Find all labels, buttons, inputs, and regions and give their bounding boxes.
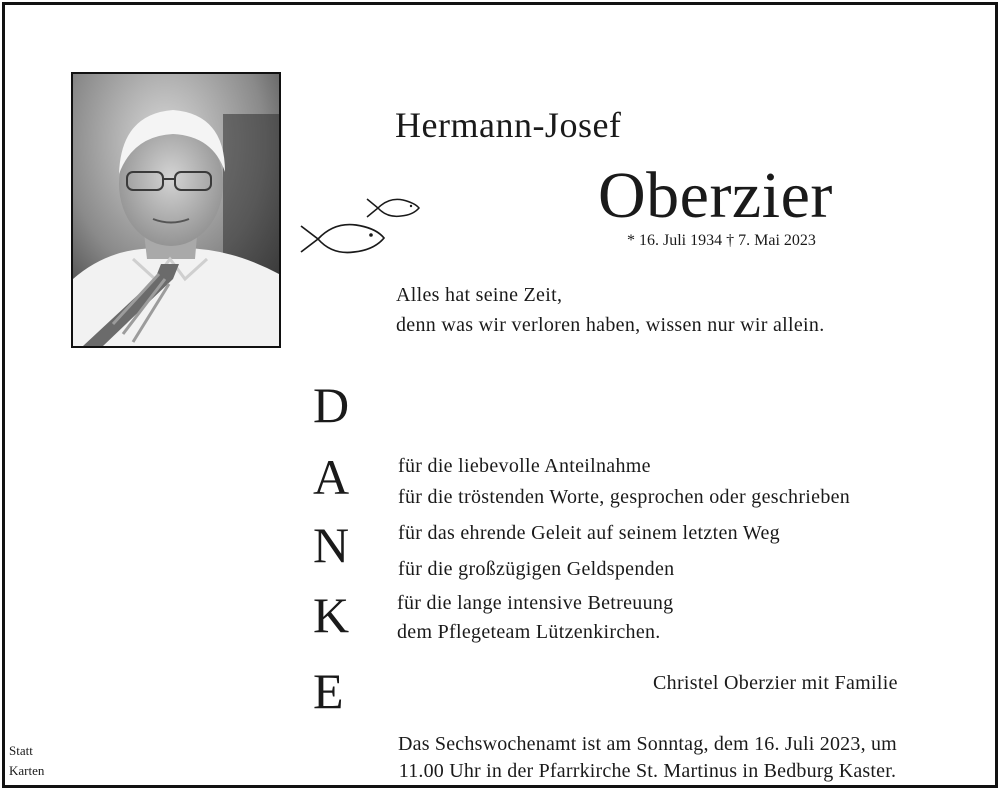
last-name: Oberzier [598, 159, 833, 232]
danke-letter: D [313, 377, 350, 433]
announcement-line: Das Sechswochenamt ist am Sonntag, dem 16. Juli 2023, um [398, 733, 897, 755]
portrait-image [73, 74, 279, 346]
first-name: Hermann-Josef [395, 105, 622, 145]
signature: Christel Oberzier mit Familie [653, 672, 898, 694]
danke-letter: K [313, 587, 350, 643]
thanks-line: für die lange intensive Betreuung [397, 592, 674, 614]
quote-line: Alles hat seine Zeit, [396, 284, 563, 306]
thanks-line: dem Pflegeteam Lützenkirchen. [397, 621, 661, 643]
statt-karten [9, 741, 44, 781]
thanks-line: für die liebevolle Anteilnahme [398, 455, 651, 477]
portrait-photo [71, 72, 281, 348]
announcement-line: 11.00 Uhr in der Pfarrkirche St. Martinus in Bedburg Kaster. [398, 760, 897, 782]
danke-letter: E [313, 663, 344, 719]
thanks-line: für die tröstenden Worte, gesprochen oder geschrieben [398, 486, 851, 508]
statt-line: Statt [9, 743, 33, 758]
quote [396, 280, 825, 340]
danke-letter: N [313, 517, 350, 573]
thanks-line: für das ehrende Geleit auf seinem letzten Weg [398, 522, 780, 544]
karten-line: Karten [9, 763, 45, 778]
fish-icon [298, 218, 388, 260]
mass-announcement [398, 731, 897, 785]
thanks-line: für die großzügigen Geldspenden [398, 558, 675, 580]
danke-letter: A [313, 449, 350, 505]
life-dates: * 16. Juli 1934 † 7. Mai 2023 [627, 232, 816, 249]
quote-line: denn was wir verloren haben, wissen nur wir allein. [396, 314, 825, 336]
